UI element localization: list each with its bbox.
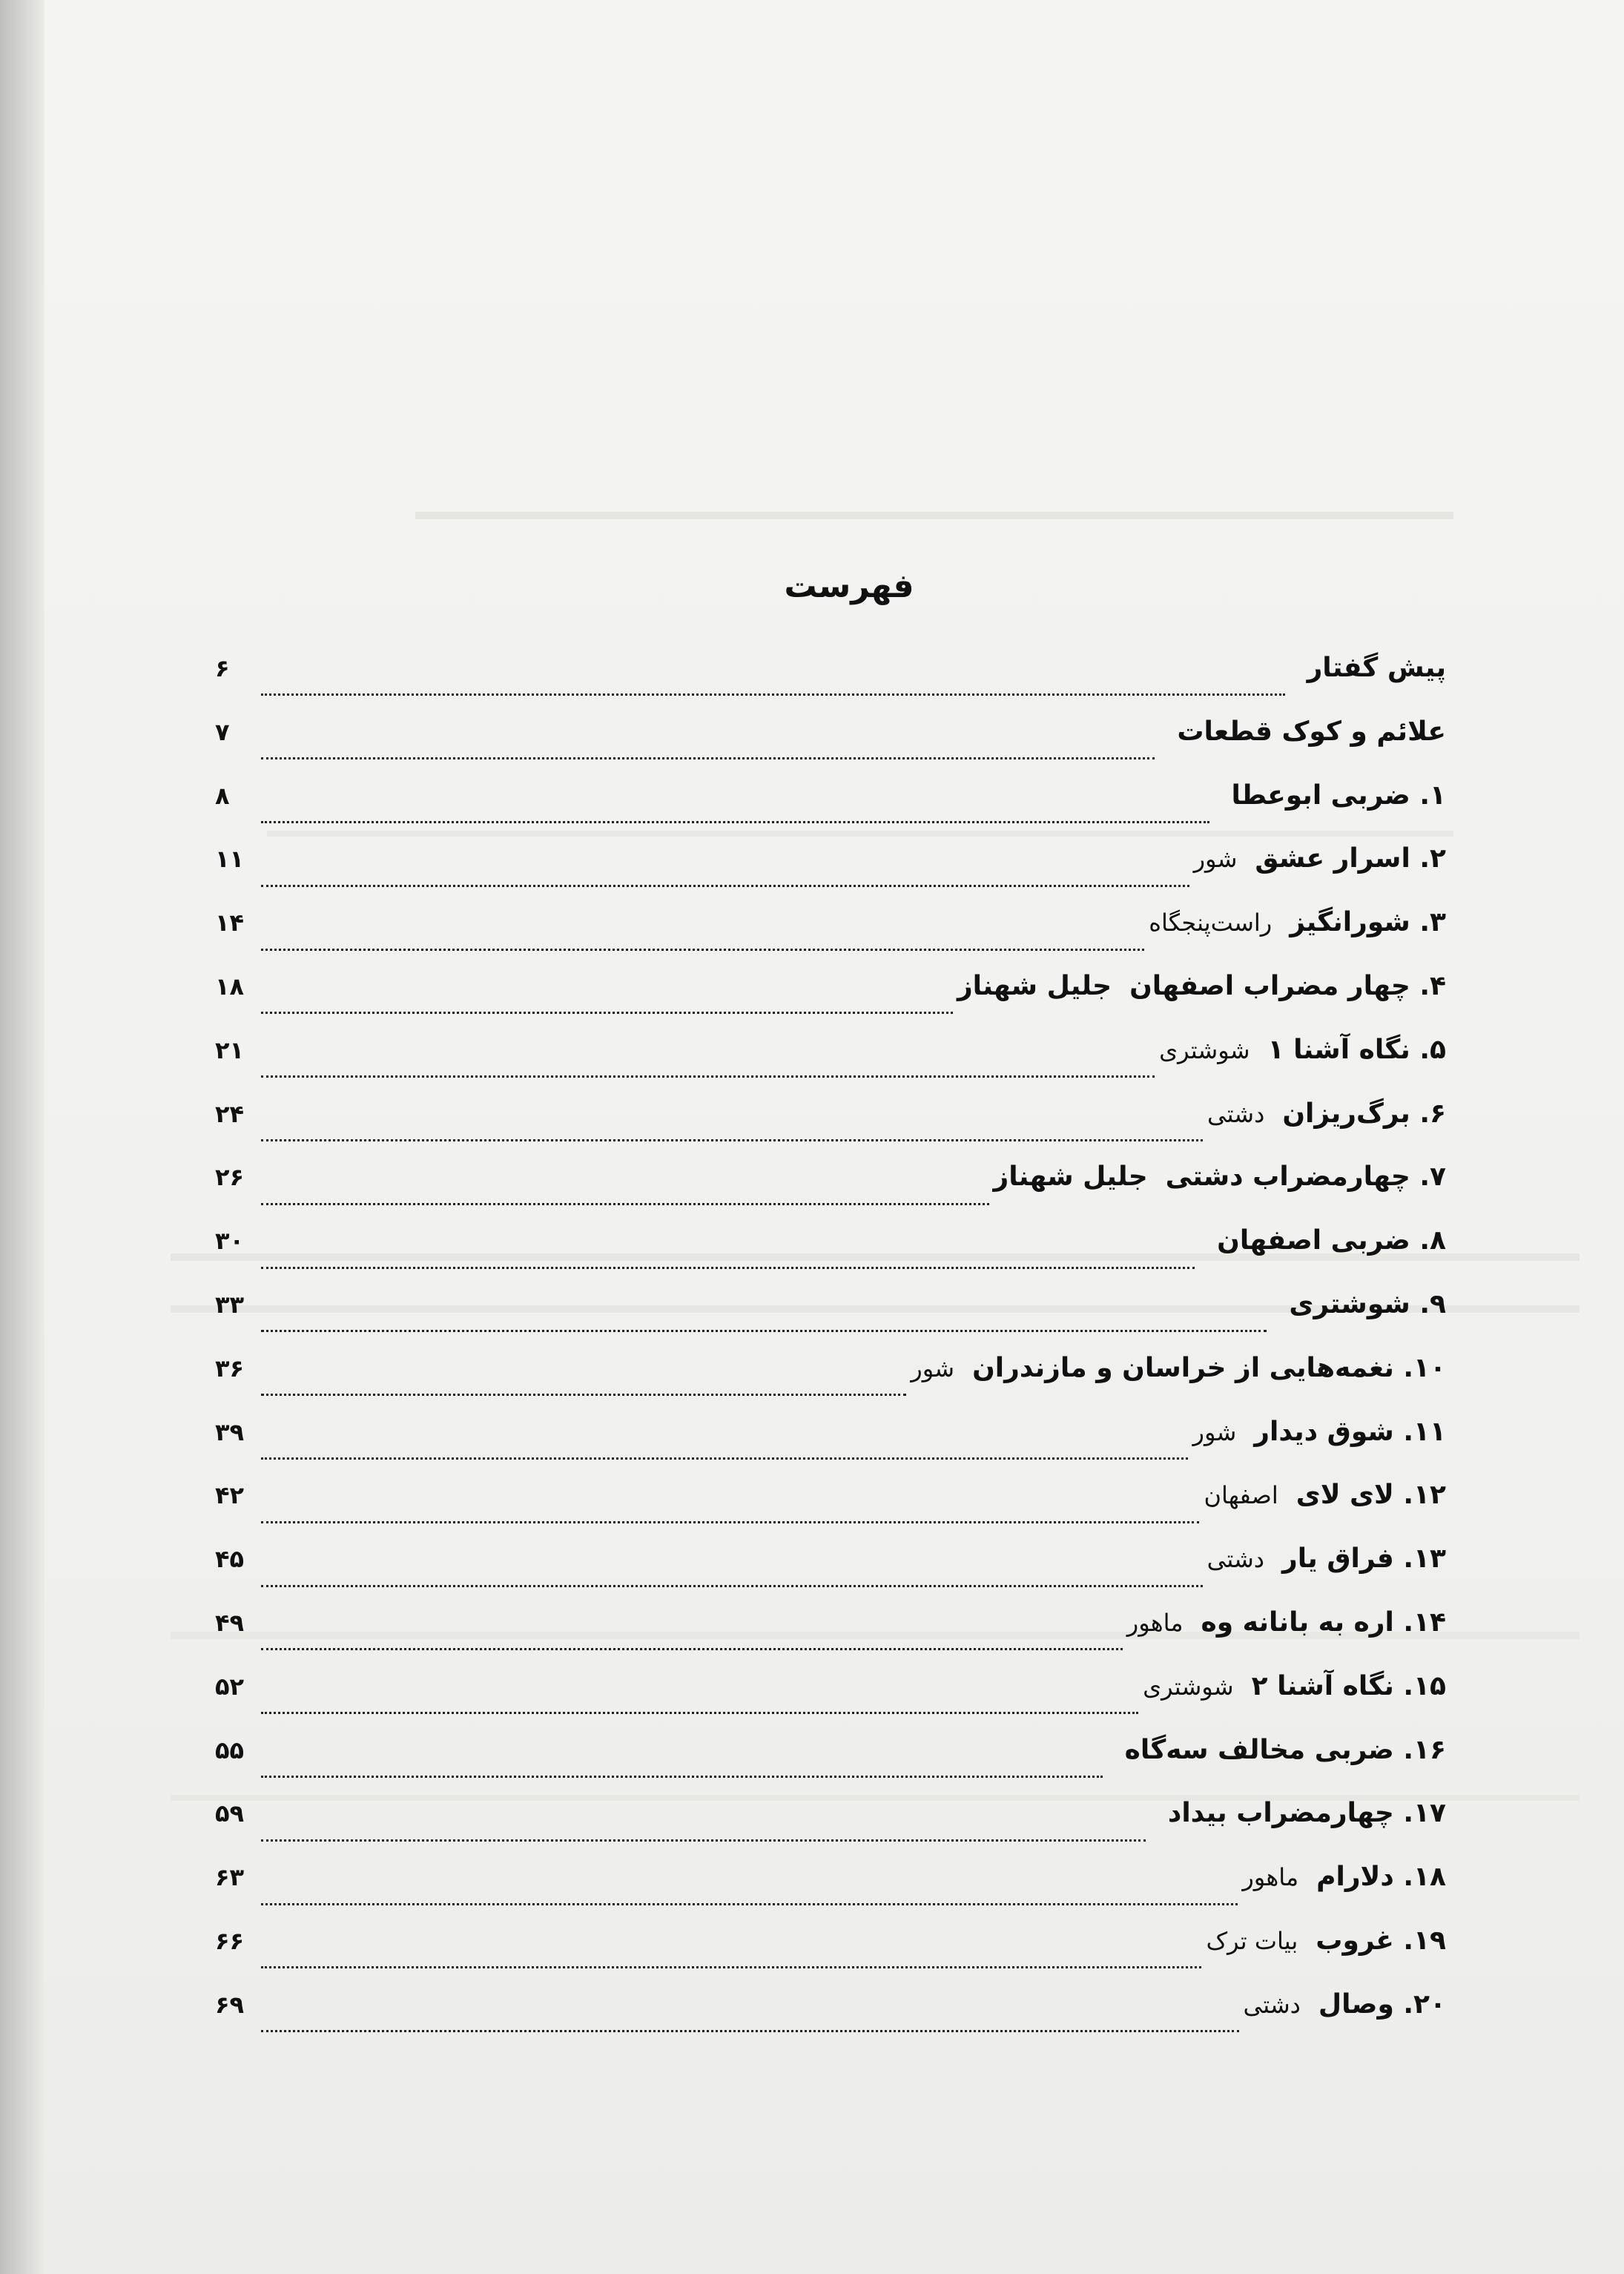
entry-subtitle: دشتی [1207,1099,1265,1128]
dot-leader [261,1203,989,1205]
entry-title: ۲. اسرار عشق [1255,843,1446,874]
entry-title: ۱۱. شوق دیدار [1254,1416,1446,1447]
entry-subtitle: دشتی [1207,1545,1265,1574]
dot-leader [261,1330,1267,1332]
dot-leader [261,693,1285,696]
entry-title: ۷. چهارمضراب دشتی [1165,1161,1446,1193]
entry-subtitle: دشتی [1243,1990,1301,2019]
toc-row [215,1607,1446,1671]
entry-subtitle: جلیل شهناز [993,1161,1148,1193]
page-number: ۳۹ [215,1417,245,1446]
page-number: ۵۲ [215,1672,245,1701]
entry-title: ۱۲. لای لای [1295,1480,1446,1511]
page-number: ۶۳ [215,1863,245,1892]
dot-leader [261,1648,1123,1650]
dot-leader [261,885,1189,887]
dot-leader [261,1075,1155,1078]
toc-row [215,1989,1446,2053]
toc-row [215,1925,1446,1989]
toc-row [215,1862,1446,1925]
entry-title: ۵. نگاه آشنا ۱ [1267,1034,1446,1065]
page-number: ۴۹ [215,1608,245,1637]
toc-row [215,1543,1446,1607]
toc-row [215,1798,1446,1862]
dot-leader [261,1712,1138,1714]
entry-title: علائم و کوک قطعات [1177,716,1446,747]
entry-subtitle: ماهور [1126,1608,1184,1637]
toc-row [215,971,1446,1035]
page-number: ۴۲ [215,1481,245,1510]
dot-leader [261,1012,953,1014]
page-number: ۳۳ [215,1290,245,1319]
dot-leader [261,1394,906,1396]
entry-title: ۱۴. اره به بانانه وه [1201,1606,1446,1638]
dot-leader [261,1267,1195,1269]
entry-title: ۱۸. دلارام [1316,1862,1446,1893]
entry-subtitle: شور [911,1354,955,1382]
page-number: ۳۰ [215,1227,245,1256]
entry-title: ۱۰. نغمه‌هایی از خراسان و مازندران [972,1352,1446,1383]
page-number: ۵۵ [215,1736,245,1764]
page-number: ۲۶ [215,1163,245,1192]
entry-title: ۲۰. وصال [1318,1988,1446,2020]
entry-title: پیش گفتار [1307,653,1446,683]
page-number: ۶ [215,654,230,682]
toc-row [215,1735,1446,1799]
page-number: ۱۸ [215,972,245,1001]
toc-row [215,1225,1446,1289]
dot-leader [261,1966,1201,1968]
entry-title: ۶. برگ‌ریزان [1282,1098,1446,1129]
page-edge [0,0,44,2274]
entry-title: ۴. چهار مضراب اصفهان [1129,970,1446,1001]
toc-row [215,780,1446,844]
entry-title: ۳. شورانگیز [1290,907,1446,938]
entry-subtitle: راست‌پنجگاه [1149,909,1273,937]
toc-row [215,1353,1446,1417]
dot-leader [261,1839,1146,1842]
dot-leader [261,1521,1199,1523]
entry-subtitle: شوشتری [1159,1035,1250,1064]
page-number: ۲۴ [215,1099,245,1128]
entry-title: ۱۵. نگاه آشنا ۲ [1251,1670,1446,1701]
toc-row [215,1671,1446,1735]
page-number: ۱۴ [215,909,245,937]
toc-row [215,716,1446,780]
entry-title: ۱۶. ضربی مخالف سه‌گاه [1124,1734,1446,1765]
entry-subtitle: شور [1193,845,1238,874]
entry-subtitle: اصفهان [1204,1481,1278,1510]
dot-leader [261,1903,1238,1905]
toc-row [215,907,1446,971]
page-number: ۷ [215,717,230,746]
toc-title: فهرست [784,567,914,605]
entry-title: ۱۳. فراق یار [1282,1543,1446,1575]
toc-row [215,1098,1446,1162]
dot-leader [261,1457,1188,1460]
toc-row [215,1289,1446,1353]
toc-row [215,653,1446,716]
page-number: ۱۱ [215,845,245,874]
dot-leader [261,1139,1203,1141]
entry-subtitle: شوشتری [1143,1672,1234,1701]
toc-list [215,653,1446,2053]
page-number: ۸ [215,781,230,810]
dot-leader [261,757,1155,759]
toc-row [215,1035,1446,1098]
entry-title: ۱۹. غروب [1316,1925,1446,1956]
entry-title: ۱۷. چهارمضراب بیداد [1167,1798,1446,1829]
dot-leader [261,2030,1239,2032]
toc-row [215,1161,1446,1225]
toc-row [215,843,1446,907]
entry-subtitle: شور [1192,1417,1237,1446]
entry-subtitle: جلیل شهناز [957,970,1112,1001]
page-number: ۴۵ [215,1545,245,1574]
toc-row [215,1417,1446,1480]
toc-row [215,1480,1446,1543]
dot-leader [261,821,1209,823]
entry-title: ۱. ضربی ابوعطا [1231,780,1446,811]
page-number: ۶۹ [215,1990,245,2019]
dot-leader [261,1585,1203,1587]
entry-subtitle: بیات ترک [1206,1926,1298,1955]
dot-leader [261,949,1144,951]
entry-title: ۸. ضربی اصفهان [1217,1225,1446,1256]
page-number: ۳۶ [215,1354,245,1382]
dot-leader [261,1776,1103,1778]
entry-subtitle: ماهور [1242,1863,1299,1892]
page-number: ۲۱ [215,1035,245,1064]
page-number: ۵۹ [215,1799,245,1828]
page-number: ۶۶ [215,1926,245,1955]
entry-title: ۹. شوشتری [1289,1288,1446,1319]
